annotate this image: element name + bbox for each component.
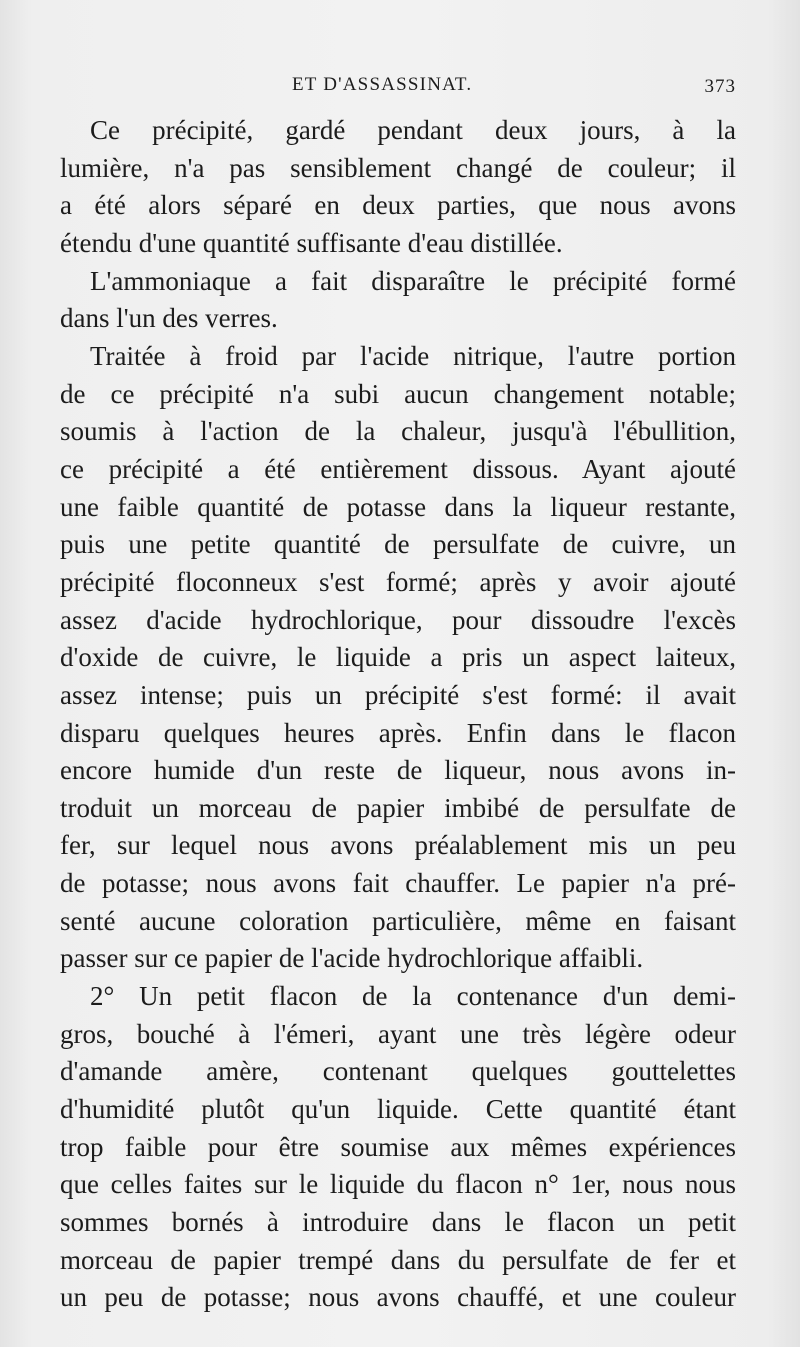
text-line: gros, bouché à l'émeri, ayant une très légère odeur: [60, 1018, 736, 1049]
text-line: une faible quantité de potasse dans la liqueur restante,: [60, 491, 736, 522]
text-line: d'oxide de cuivre, le liquide a pris un aspect laiteux,: [60, 642, 736, 673]
text-line: d'amande amère, contenant quelques gouttelettes: [60, 1056, 736, 1087]
page-header: [60, 74, 736, 104]
text-line: que celles faites sur le liquide du flacon n° 1er, nous nous: [60, 1169, 736, 1200]
text-line: lumière, n'a pas sensiblement changé de couleur; il: [60, 152, 736, 183]
text-line: puis une petite quantité de persulfate de cuivre, un: [60, 529, 736, 560]
text-line: troduit un morceau de papier imbibé de persulfate de: [60, 792, 736, 823]
text-line: trop faible pour être soumise aux mêmes expériences: [60, 1131, 736, 1162]
text-line: assez d'acide hydrochlorique, pour dissoudre l'excès: [60, 604, 736, 635]
text-line: a été alors séparé en deux parties, que nous avons: [60, 190, 736, 221]
text-line: précipité floconneux s'est formé; après y avoir ajouté: [60, 566, 736, 597]
text-line: Ce précipité, gardé pendant deux jours, à la: [90, 115, 736, 145]
page-number: 373: [704, 76, 736, 97]
text-line: senté aucune coloration particulière, même en faisant: [60, 905, 736, 936]
text-line: 2° Un petit flacon de la contenance d'un demi-: [90, 981, 736, 1012]
text-line: ce précipité a été entièrement dissous. Ayant ajouté: [60, 453, 736, 484]
text-line: de potasse; nous avons fait chauffer. Le papier n'a pré-: [60, 868, 736, 899]
body-text: [60, 112, 736, 1317]
text-line: morceau de papier trempé dans du persulfate de fer et: [60, 1244, 736, 1275]
text-line: Traitée à froid par l'acide nitrique, l'autre portion: [90, 340, 736, 371]
text-line: soumis à l'action de la chaleur, jusqu'à l'ébullition,: [60, 416, 736, 447]
text-line: disparu quelques heures après. Enfin dans le flacon: [60, 717, 736, 748]
text-line: passer sur ce papier de l'acide hydrochlorique affaibli.: [60, 943, 644, 974]
text-line: un peu de potasse; nous avons chauffé, et une couleur: [60, 1282, 736, 1313]
text-line: sommes bornés à introduire dans le flacon un petit: [60, 1207, 736, 1238]
running-head: ET D'ASSASSINAT.: [292, 74, 473, 95]
text-line: étendu d'une quantité suffisante d'eau distillée.: [60, 227, 563, 258]
text-line: de ce précipité n'a subi aucun changement notable;: [60, 378, 736, 409]
text-line: fer, sur lequel nous avons préalablement mis un peu: [60, 830, 736, 861]
text-line: d'humidité plutôt qu'un liquide. Cette quantité étant: [60, 1094, 736, 1125]
text-line: encore humide d'un reste de liqueur, nous avons in-: [60, 755, 736, 786]
text-line: assez intense; puis un précipité s'est formé: il avait: [60, 679, 736, 710]
text-line: dans l'un des verres.: [60, 303, 278, 334]
text-line: L'ammoniaque a fait disparaître le précipité formé: [90, 265, 736, 296]
